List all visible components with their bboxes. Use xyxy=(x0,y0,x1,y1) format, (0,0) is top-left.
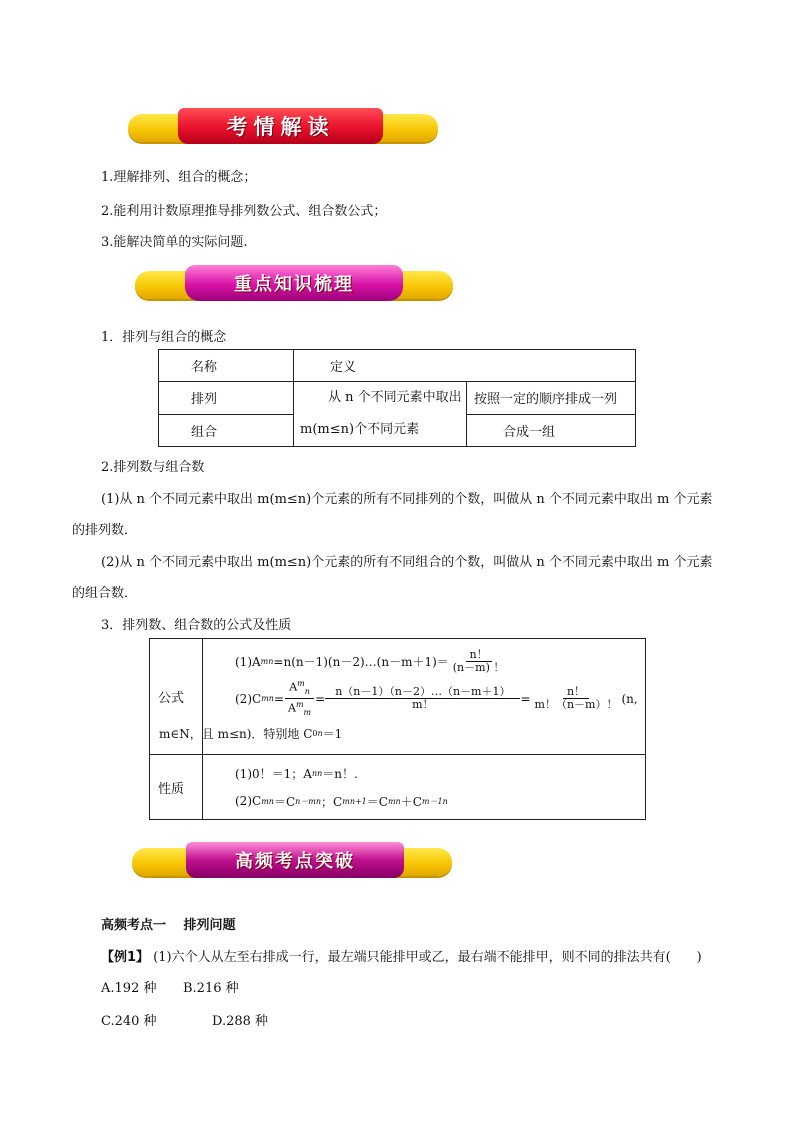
concept-table xyxy=(158,349,636,447)
knowledge-2-p2b: 的组合数． xyxy=(72,586,138,601)
formula-table xyxy=(149,638,646,820)
formula-permutation: (1)A m n =n(n－1)(n－2)…(n－m＋1)＝ $\frac{n!}{(n-m) !}$ xyxy=(207,645,643,679)
knowledge-3-heading: 3．排列数、组合数的公式及性质 xyxy=(101,618,292,633)
banner-title: 重点知识梳理 xyxy=(185,265,403,301)
shared-definition-cell xyxy=(294,382,467,447)
objective-1: 1.理解排列、组合的概念； xyxy=(101,170,257,185)
row-permutation-def: 按照一定的顺序排成一列 xyxy=(467,382,636,415)
banner-title: 高频考点突破 xyxy=(186,842,404,878)
knowledge-2-p1a: (1)从 n 个不同元素中取出 m(m≤n)个元素的所有不同排列的个数，叫做从 n 个不同元素中取出 m 个元素 xyxy=(101,492,713,507)
option-b[interactable]: B.216 种 xyxy=(183,981,239,996)
knowledge-2-p2a: (2)从 n 个不同元素中取出 m(m≤n)个元素的所有不同组合的个数，叫做从 n 个不同元素中取出 m 个元素 xyxy=(101,555,713,570)
row-combination-def: 合成一组 xyxy=(467,414,636,447)
knowledge-1-heading: 1．排列与组合的概念 xyxy=(101,330,227,345)
objective-2: 2.能利用计数原理推导排列数公式、组合数公式； xyxy=(101,204,387,219)
option-d[interactable]: D.288 种 xyxy=(212,1014,269,1029)
fraction: $\frac{A^m_n}{A^m_m}$ xyxy=(284,678,315,719)
shared-definition-b: m(m≤n)个不同元素 xyxy=(300,422,420,437)
knowledge-2-p1b: 的排列数． xyxy=(72,523,138,538)
formula-combination: (2)C m n = $\frac{A^m_n}{A^m_m}$ = $\frac{n(n-1)(n-2)\dots(n-m+1)}{m!}$ = $\frac{n!}{m!(n-m)!}$ (n, xyxy=(235,679,638,717)
header-definition: 定义 xyxy=(294,350,636,382)
option-c[interactable]: C.240 种 xyxy=(101,1014,157,1029)
objective-3: 3.能解决简单的实际问题. xyxy=(101,235,248,250)
example-1 xyxy=(101,946,702,965)
topic-title: 高频考点一 排列问题 xyxy=(101,918,236,933)
example-label: 【例1】 xyxy=(101,950,150,965)
section-banner-key-knowledge xyxy=(135,265,453,305)
row-combination-name: 组合 xyxy=(159,414,294,447)
label-property: 性质 xyxy=(150,755,203,820)
knowledge-2-heading: 2.排列数与组合数 xyxy=(101,460,205,475)
property-cell xyxy=(203,755,646,820)
example-text: (1)六个人从左至右排成一行，最左端只能排甲或乙，最右端不能排甲，则不同的排法共有( ) xyxy=(149,950,702,965)
property-2: (2)C m n ＝C n－m n ；C m n+1 ＝C m n ＋C m－1 n xyxy=(235,794,448,809)
section-banner-high-frequency xyxy=(132,842,452,882)
fraction: $\frac{n!}{(n-m) !}$ xyxy=(452,648,505,674)
fraction: $\frac{n!}{m!(n-m)!}$ xyxy=(534,685,618,711)
header-name: 名称 xyxy=(159,350,294,382)
banner-title: 考情解读 xyxy=(178,108,383,144)
option-a[interactable]: A.192 种 xyxy=(101,981,157,996)
property-1: (1)0！＝1；A n n ＝n！. xyxy=(235,766,358,781)
label-formula: 公式 xyxy=(150,639,203,755)
formula-combination-cont: m∈N，且 m≤n)．特别地 C 0 n ＝1 xyxy=(159,727,343,741)
row-permutation-name: 排列 xyxy=(159,382,294,415)
fraction: $\frac{n(n-1)(n-2)\dots(n-m+1)}{m!}$ xyxy=(325,686,520,711)
shared-definition-a: 从 n 个不同元素中取出 xyxy=(328,390,462,405)
section-banner-exam-analysis xyxy=(128,108,438,148)
